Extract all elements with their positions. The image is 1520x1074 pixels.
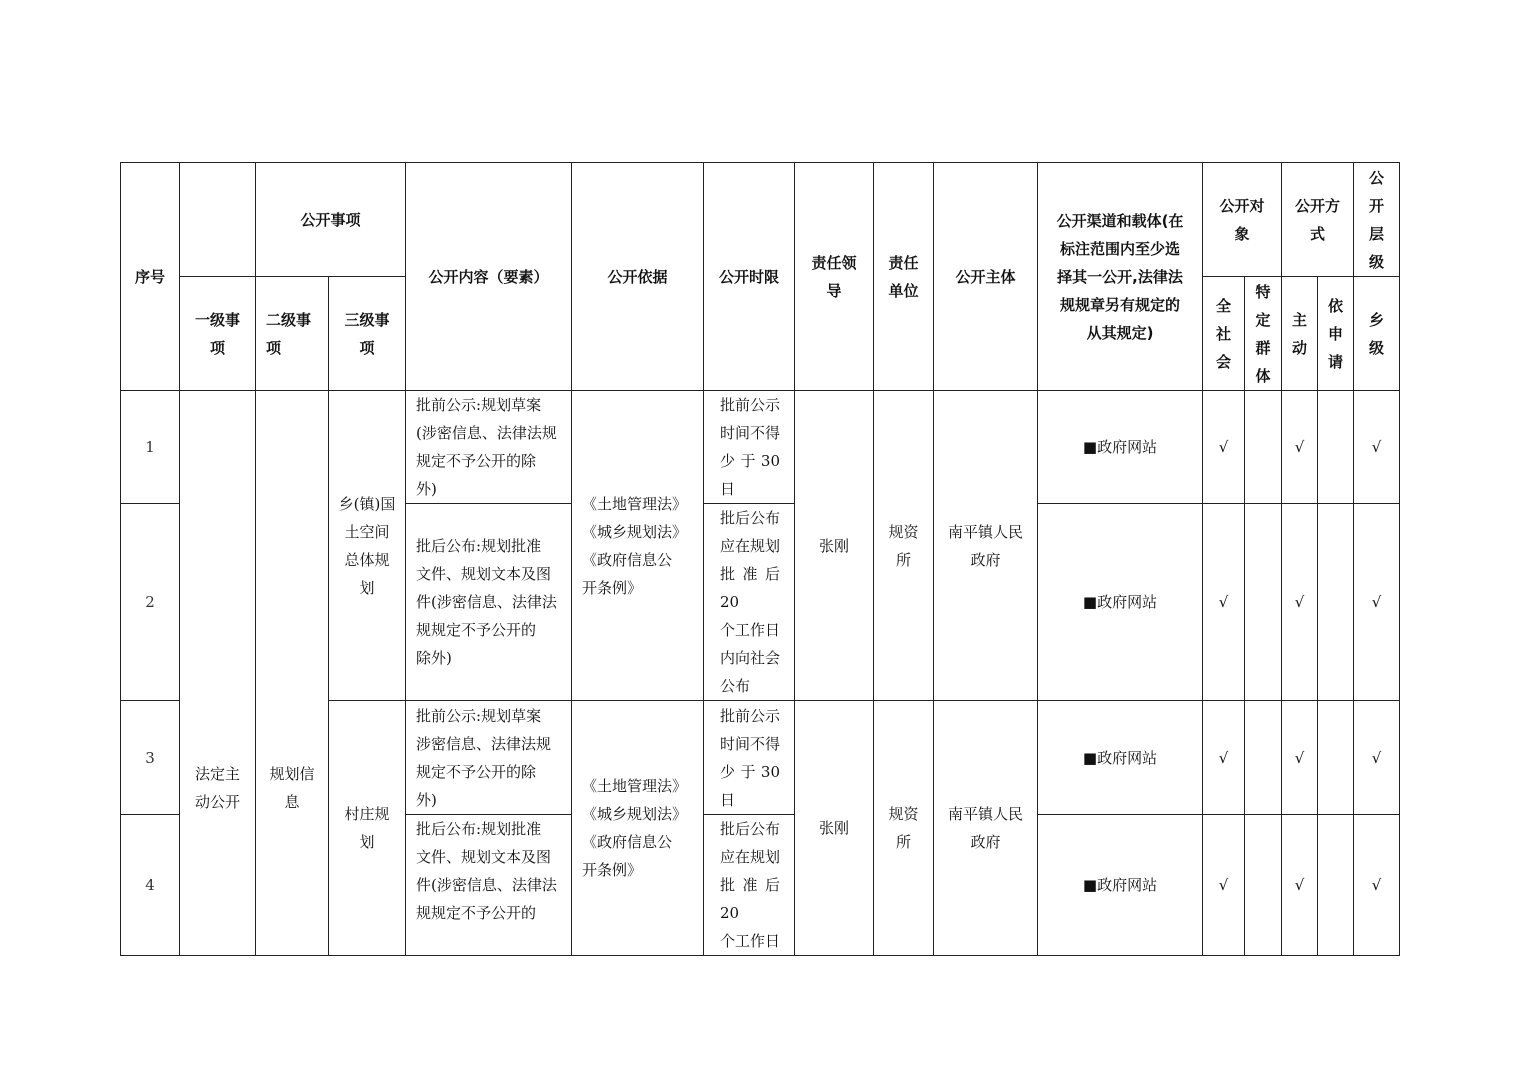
level2-cell: 规划信 息: [256, 391, 329, 956]
row-seq: 2: [121, 504, 180, 701]
row-channel: ■政府网站: [1038, 701, 1203, 815]
row-tier-township: √: [1354, 701, 1400, 815]
row-channel: ■政府网站: [1038, 504, 1203, 701]
row-method-apply: [1318, 815, 1354, 956]
row-method-apply: [1318, 391, 1354, 504]
leader-cell-a: 张刚: [795, 391, 874, 701]
row-channel: ■政府网站: [1038, 815, 1203, 956]
row-seq: 1: [121, 391, 180, 504]
row-method-active: √: [1282, 701, 1318, 815]
subject-cell-a: 南平镇人民 政府: [934, 391, 1038, 701]
header-level2: 二级事 项: [256, 277, 329, 391]
header-method: 公开方 式: [1282, 163, 1354, 277]
header-method-active: 主 动: [1282, 277, 1318, 391]
header-matters-blank: [180, 163, 256, 277]
row-method-active: √: [1282, 391, 1318, 504]
header-level3: 三级事 项: [329, 277, 406, 391]
basis-cell-a: 《土地管理法》 《城乡规划法》 《政府信息公 开条例》: [572, 391, 704, 701]
row-tier-township: √: [1354, 504, 1400, 701]
row-time-limit: 批前公示 时间不得 少于30日: [704, 701, 795, 815]
header-seq: 序号: [121, 163, 180, 391]
header-leader: 责任领 导: [795, 163, 874, 391]
header-tier: 公 开 层 级: [1354, 163, 1400, 277]
header-time-limit: 公开时限: [704, 163, 795, 391]
unit-cell-b: 规资 所: [874, 701, 934, 956]
table-row: [121, 391, 1400, 504]
header-level1: 一级事 项: [180, 277, 256, 391]
row-time-limit: 批后公布 应在规划 批准后20 个工作日 内向社会 公布: [704, 504, 795, 701]
row-seq: 3: [121, 701, 180, 815]
row-seq: 4: [121, 815, 180, 956]
row-target-group: [1245, 504, 1282, 701]
row-tier-township: √: [1354, 391, 1400, 504]
header-content: 公开内容（要素）: [406, 163, 572, 391]
level3-cell-b: 村庄规 划: [329, 701, 406, 956]
row-content: 批后公布:规划批准 文件、规划文本及图 件(涉密信息、法律法 规规定不予公开的 除外): [406, 504, 572, 701]
header-subject: 公开主体: [934, 163, 1038, 391]
row-tier-township: √: [1354, 815, 1400, 956]
header-row-1: [121, 163, 1400, 277]
row-method-active: √: [1282, 815, 1318, 956]
row-content: 批后公布:规划批准 文件、规划文本及图 件(涉密信息、法律法 规规定不予公开的: [406, 815, 572, 956]
row-target-all: √: [1203, 701, 1245, 815]
header-channel: 公开渠道和载体(在 标注范围内至少选 择其一公开,法律法 规规章另有规定的 从其规定): [1038, 163, 1203, 391]
subject-cell-b: 南平镇人民 政府: [934, 701, 1038, 956]
level3-cell-a: 乡(镇)国 土空间 总体规 划: [329, 391, 406, 701]
header-matters: 公开事项: [256, 163, 406, 277]
row-target-all: √: [1203, 504, 1245, 701]
row-method-active: √: [1282, 504, 1318, 701]
row-target-group: [1245, 815, 1282, 956]
basis-cell-b: 《土地管理法》 《城乡规划法》 《政府信息公 开条例》: [572, 701, 704, 956]
row-target-group: [1245, 701, 1282, 815]
row-time-limit: 批后公布 应在规划 批准后20 个工作日: [704, 815, 795, 956]
leader-cell-b: 张刚: [795, 701, 874, 956]
row-method-apply: [1318, 701, 1354, 815]
row-target-all: √: [1203, 815, 1245, 956]
row-content: 批前公示:规划草案 涉密信息、法律法规 规定不予公开的除 外): [406, 701, 572, 815]
row-content: 批前公示:规划草案 (涉密信息、法律法规 规定不予公开的除 外): [406, 391, 572, 504]
header-target-group: 特 定 群 体: [1245, 277, 1282, 391]
header-method-apply: 依 申 请: [1318, 277, 1354, 391]
unit-cell-a: 规资 所: [874, 391, 934, 701]
header-tier-township: 乡 级: [1354, 277, 1400, 391]
header-basis: 公开依据: [572, 163, 704, 391]
level1-cell: 法定主 动公开: [180, 391, 256, 956]
row-target-all: √: [1203, 391, 1245, 504]
row-method-apply: [1318, 504, 1354, 701]
row-channel: ■政府网站: [1038, 391, 1203, 504]
header-unit: 责任 单位: [874, 163, 934, 391]
header-target-all: 全 社 会: [1203, 277, 1245, 391]
disclosure-table: [120, 162, 1400, 956]
header-target: 公开对 象: [1203, 163, 1282, 277]
row-target-group: [1245, 391, 1282, 504]
row-time-limit: 批前公示 时间不得 少于30日: [704, 391, 795, 504]
